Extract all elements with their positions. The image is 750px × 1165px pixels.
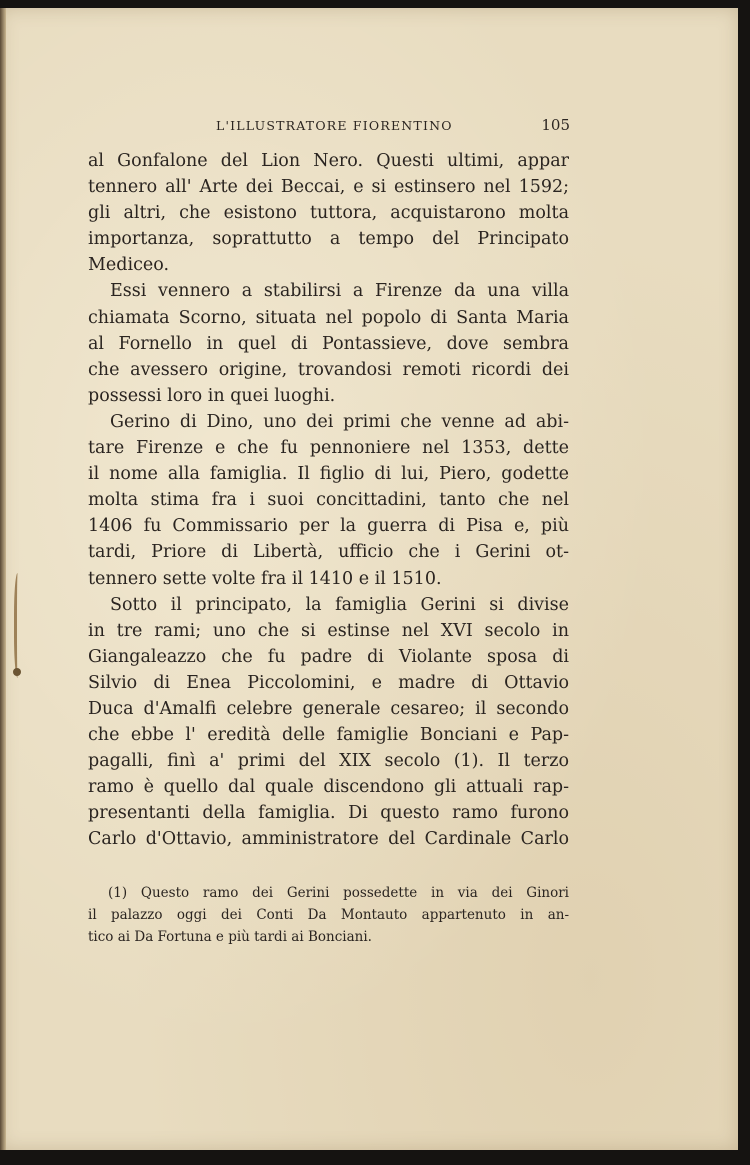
running-title: L'ILLUSTRATORE FIORENTINO <box>216 118 453 133</box>
text-line: molta stima fra i suoi concittadini, tanto che nel <box>88 490 569 511</box>
text-line: Gerino di Dino, uno dei primi che venne ad abi- <box>110 411 569 432</box>
text-line: importanza, soprattutto a tempo del Principato <box>88 229 569 250</box>
text-line: Silvio di Enea Piccolomini, e madre di Ottavio <box>88 672 569 693</box>
text-line: tare Firenze e che fu pennoniere nel 1353, dette <box>88 438 569 459</box>
text-line: gli altri, che esistono tuttora, acquistarono molta <box>88 203 569 224</box>
body-text <box>88 148 569 853</box>
text-line: Duca d'Amalfi celebre generale cesareo; il secondo <box>88 698 569 719</box>
text-line: Sotto il principato, la famiglia Gerini si divise <box>110 594 569 615</box>
footnote-line: il palazzo oggi dei Conti Da Montauto appartenuto in an- <box>88 907 569 923</box>
text-line: pagalli, finì a' primi del XIX secolo (1). Il terzo <box>88 751 569 772</box>
text-line: tennero all' Arte dei Beccai, e si estinsero nel 1592; <box>88 177 569 198</box>
text-line: che avessero origine, trovandosi remoti ricordi dei <box>88 359 569 380</box>
text-line: Carlo d'Ottavio, amministratore del Cardinale Carlo <box>88 829 569 850</box>
text-line: in tre rami; uno che si estinse nel XVI secolo in <box>88 620 569 641</box>
text-line: chiamata Scorno, situata nel popolo di Santa Maria <box>88 307 569 328</box>
text-line: Giangaleazzo che fu padre di Violante sposa di <box>88 646 569 667</box>
text-line: che ebbe l' eredità delle famiglie Bonciani e Pap- <box>88 725 569 746</box>
text-line: al Gonfalone del Lion Nero. Questi ultimi, appar <box>88 151 569 171</box>
text-line: tardi, Priore di Libertà, ufficio che i Gerini ot- <box>88 542 569 563</box>
text-line: possessi loro in quei luoghi. <box>88 385 336 406</box>
text-line: il nome alla famiglia. Il figlio di lui, Piero, godette <box>88 464 569 485</box>
page-number: 105 <box>541 116 570 134</box>
text-line: al Fornello in quel di Pontassieve, dove sembra <box>88 333 569 354</box>
binding-string-knot <box>13 668 21 676</box>
text-line: ramo è quello dal quale discendono gli attuali rap- <box>88 777 569 798</box>
book-page <box>0 8 738 1150</box>
text-line: 1406 fu Commissario per la guerra di Pisa e, più <box>88 516 569 537</box>
text-line: Mediceo. <box>88 255 170 276</box>
running-head <box>90 118 570 140</box>
footnote-line: tico ai Da Fortuna e più tardi ai Bonciani. <box>88 929 372 945</box>
text-line: tennero sette volte fra il 1410 e il 1510. <box>88 568 442 589</box>
page-binding-edge <box>0 8 6 1150</box>
binding-string <box>14 573 23 678</box>
text-line: Essi vennero a stabilirsi a Firenze da una villa <box>110 281 569 302</box>
footnote-line: (1) Questo ramo dei Gerini possedette in via dei Ginori <box>108 885 569 901</box>
footnote-block <box>88 882 569 948</box>
text-line: presentanti della famiglia. Di questo ramo furono <box>88 803 569 824</box>
